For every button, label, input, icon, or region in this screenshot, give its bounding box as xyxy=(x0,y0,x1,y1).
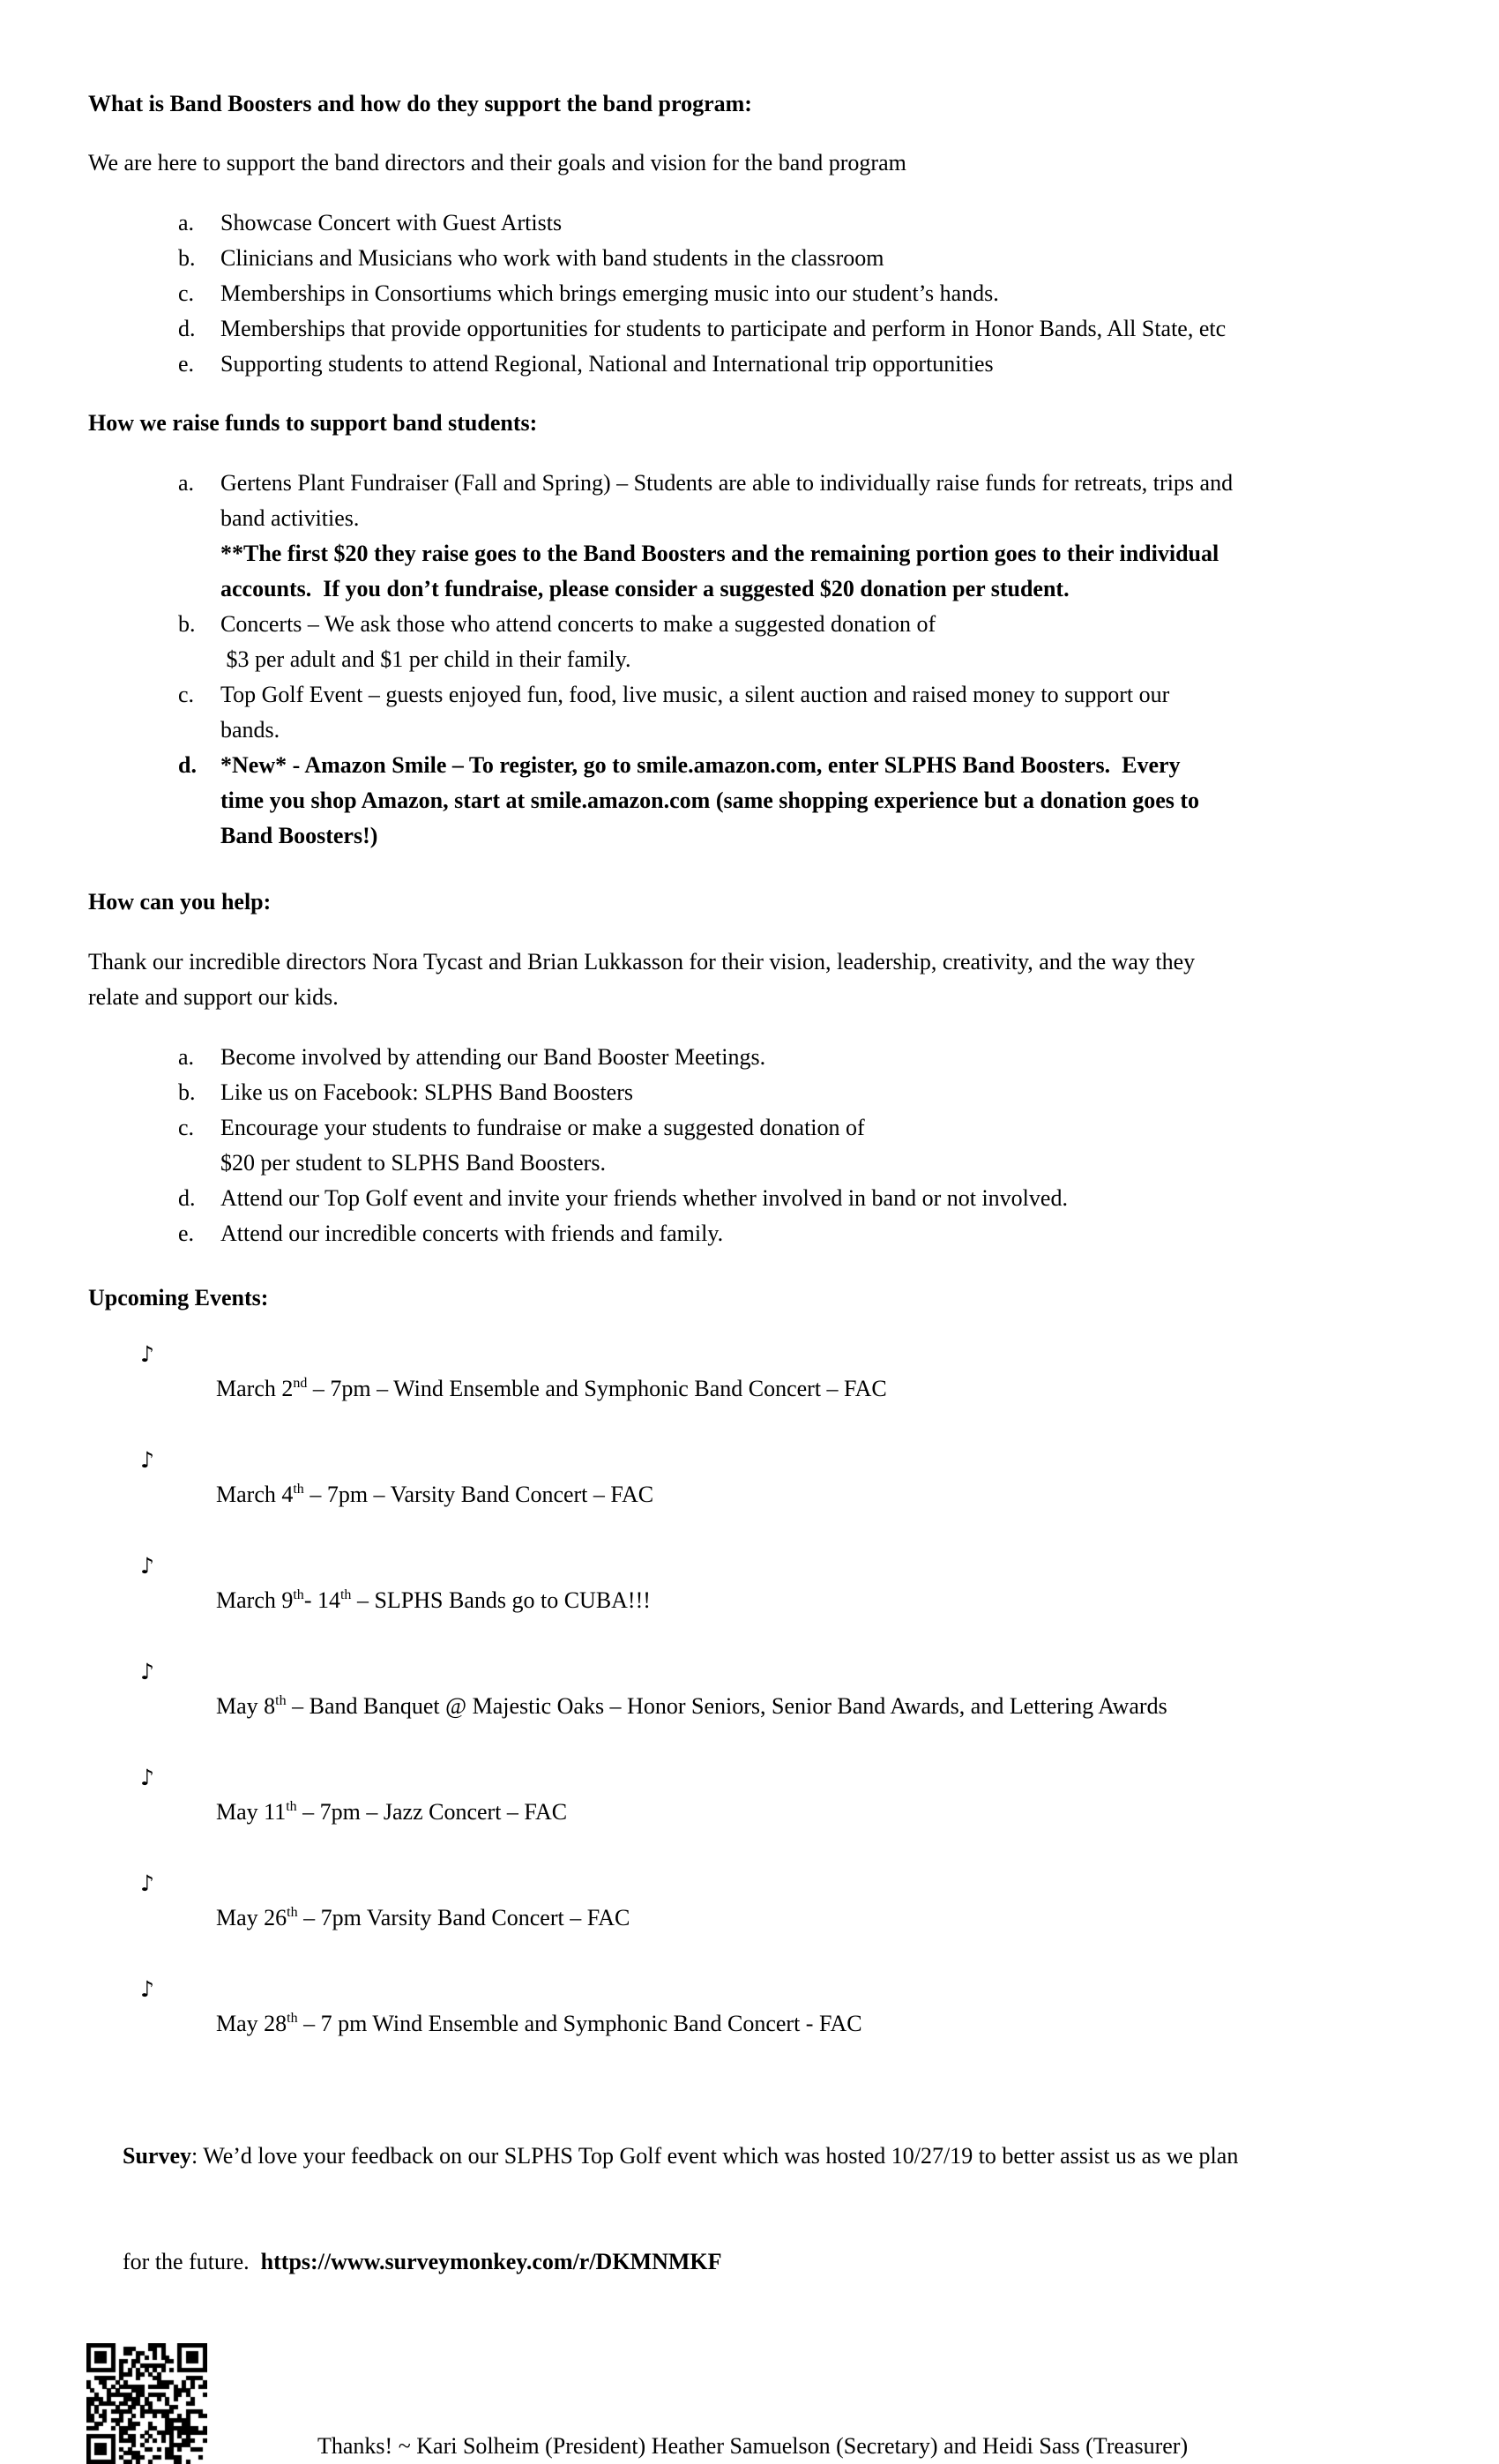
music-note-icon: ♪ xyxy=(140,1765,154,1790)
thank-directors-paragraph xyxy=(88,945,1446,1015)
event-text: May 28 xyxy=(216,2011,287,2036)
help-list xyxy=(88,1040,1446,1251)
list-marker: a. xyxy=(178,470,195,496)
ordinal-superscript: th xyxy=(293,1587,304,1602)
event-text: May 8 xyxy=(216,1693,276,1719)
list-item-text: Gertens Plant Fundraiser (Fall and Spring) – Students are able to individually raise funds for retreats, trips and xyxy=(220,470,1234,496)
survey-paragraph xyxy=(88,2103,1446,2315)
list-item-text: Clinicians and Musicians who work with band students in the classroom xyxy=(220,245,884,271)
event-text: March 4 xyxy=(216,1482,294,1507)
list-item-text: Top Golf Event – guests enjoyed fun, food, live music, a silent auction and raised money to support our xyxy=(220,682,1170,707)
heading-how-we-raise-funds: How we raise funds to support band students: xyxy=(88,410,538,436)
list-item-text: Become involved by attending our Band Booster Meetings. xyxy=(220,1044,766,1070)
music-note-icon: ♪ xyxy=(140,1447,154,1473)
list-item-concerts xyxy=(88,607,1446,677)
survey-text: : We’d love your feedback on our SLPHS Top Golf event which was hosted 10/27/19 to better assist us as we plan xyxy=(191,2143,1239,2169)
event-text: – 7pm – Wind Ensemble and Symphonic Band Concert – FAC xyxy=(307,1376,887,1401)
heading-upcoming-events: Upcoming Events: xyxy=(88,1285,269,1310)
survey-label: Survey xyxy=(123,2143,191,2169)
heading-what-is-band-boosters: What is Band Boosters and how do they support the band program: xyxy=(88,91,752,116)
list-marker: c. xyxy=(178,1115,195,1140)
survey-text: for the future. xyxy=(123,2249,261,2274)
ordinal-superscript: th xyxy=(339,1587,352,1602)
list-marker: a. xyxy=(178,210,195,235)
list-marker: c. xyxy=(178,280,195,306)
list-item-text: $20 per student to SLPHS Band Boosters. xyxy=(220,1150,606,1176)
ordinal-superscript: th xyxy=(275,1693,287,1708)
ordinal-superscript: th xyxy=(287,1905,298,1920)
list-item xyxy=(88,1181,1446,1216)
event-text: March 2 xyxy=(216,1376,294,1401)
qr-code xyxy=(86,2343,207,2464)
footer-signature: Thanks! ~ Kari Solheim (President) Heather Samuelson (Secretary) and Heidi Sass (Treasurer) xyxy=(317,2433,1189,2459)
event-text: – 7pm – Jazz Concert – FAC xyxy=(296,1799,568,1825)
list-item xyxy=(88,1216,1446,1251)
event-text: - 14 xyxy=(303,1587,340,1613)
music-note-icon: ♪ xyxy=(140,1870,154,1896)
list-marker: d. xyxy=(178,316,196,341)
ordinal-superscript: th xyxy=(287,2011,298,2026)
support-list xyxy=(88,205,1446,382)
list-item-text: *New* - Amazon Smile – To register, go to smile.amazon.com, enter SLPHS Band Boosters. Every xyxy=(220,752,1181,778)
list-item-text: Band Boosters!) xyxy=(220,823,378,848)
paragraph-line: relate and support our kids. xyxy=(88,984,339,1010)
ordinal-superscript: nd xyxy=(293,1376,308,1391)
events-list xyxy=(88,1336,1446,2077)
heading-how-can-you-help: How can you help: xyxy=(88,889,272,915)
event-text: – Band Banquet @ Majestic Oaks – Honor Seniors, Senior Band Awards, and Lettering Awards xyxy=(286,1693,1167,1719)
event-item xyxy=(88,1548,1446,1654)
list-item xyxy=(88,205,1446,241)
event-item xyxy=(88,1336,1446,1442)
list-item xyxy=(88,276,1446,311)
list-item-text: Memberships in Consortiums which brings emerging music into our student’s hands. xyxy=(220,280,999,306)
footer-row xyxy=(88,2343,1446,2464)
survey-url: https://www.surveymonkey.com/r/DKMNMKF xyxy=(260,2249,722,2274)
list-item xyxy=(88,1075,1446,1110)
event-text: – SLPHS Bands go to CUBA!!! xyxy=(351,1587,651,1613)
fundraising-list xyxy=(88,466,1446,854)
list-item-text: $3 per adult and $1 per child in their family. xyxy=(220,646,631,672)
intro-paragraph: We are here to support the band directors and their goals and vision for the band program xyxy=(88,150,906,175)
list-item xyxy=(88,347,1446,382)
music-note-icon: ♪ xyxy=(140,1553,154,1579)
event-text: May 11 xyxy=(216,1799,287,1825)
event-text: – 7 pm Wind Ensemble and Symphonic Band Concert - FAC xyxy=(297,2011,862,2036)
list-item-text: Encourage your students to fundraise or make a suggested donation of xyxy=(220,1115,865,1140)
fundraiser-bold-note: accounts. If you don’t fundraise, please consider a suggested $20 donation per student. xyxy=(220,576,1070,601)
list-item-text: band activities. xyxy=(220,505,360,531)
music-note-icon: ♪ xyxy=(140,1341,154,1367)
event-text: March 9 xyxy=(216,1587,294,1613)
list-marker: e. xyxy=(178,1221,195,1246)
event-item xyxy=(88,1759,1446,1865)
list-item-text: Attend our incredible concerts with friends and family. xyxy=(220,1221,724,1246)
list-marker: b. xyxy=(178,245,196,271)
event-text: – 7pm – Varsity Band Concert – FAC xyxy=(303,1482,654,1507)
event-item xyxy=(88,1865,1446,1971)
list-marker: a. xyxy=(178,1044,195,1070)
event-item xyxy=(88,1654,1446,1759)
music-note-icon: ♪ xyxy=(140,1659,154,1684)
list-item-text: Like us on Facebook: SLPHS Band Boosters xyxy=(220,1079,633,1105)
paragraph-line: Thank our incredible directors Nora Tycast and Brian Lukkasson for their vision, leadership, creativity, and the way they xyxy=(88,949,1196,974)
list-marker: b. xyxy=(178,611,196,637)
list-item-text: time you shop Amazon, start at smile.amazon.com (same shopping experience but a donation goes to xyxy=(220,788,1200,813)
list-item xyxy=(88,241,1446,276)
list-item xyxy=(88,311,1446,347)
list-marker: e. xyxy=(178,351,195,377)
ordinal-superscript: th xyxy=(286,1799,297,1814)
event-item xyxy=(88,1442,1446,1548)
list-item-text: Attend our Top Golf event and invite your friends whether involved in band or not involved. xyxy=(220,1185,1068,1211)
ordinal-superscript: th xyxy=(293,1482,304,1497)
list-item-text: Memberships that provide opportunities for students to participate and perform in Honor Bands, All State, etc xyxy=(220,316,1227,341)
list-item-text: Supporting students to attend Regional, National and International trip opportunities xyxy=(220,351,994,377)
list-item xyxy=(88,1110,1446,1181)
list-item-top-golf xyxy=(88,677,1446,748)
event-text: – 7pm Varsity Band Concert – FAC xyxy=(297,1905,630,1930)
event-text: May 26 xyxy=(216,1905,287,1930)
list-marker: d. xyxy=(178,1185,196,1211)
music-note-icon: ♪ xyxy=(140,1976,154,2002)
list-marker: b. xyxy=(178,1079,196,1105)
list-item-amazon-smile xyxy=(88,748,1446,854)
list-item-text: Concerts – We ask those who attend concerts to make a suggested donation of xyxy=(220,611,936,637)
fundraiser-bold-note: **The first $20 they raise goes to the Band Boosters and the remaining portion goes to their individual xyxy=(220,541,1219,566)
list-item-gertens xyxy=(88,466,1446,607)
list-marker: d. xyxy=(178,752,197,778)
list-item xyxy=(88,1040,1446,1075)
event-item xyxy=(88,1971,1446,2077)
list-item-text: bands. xyxy=(220,717,280,743)
list-marker: c. xyxy=(178,682,195,707)
list-item-text: Showcase Concert with Guest Artists xyxy=(220,210,563,235)
